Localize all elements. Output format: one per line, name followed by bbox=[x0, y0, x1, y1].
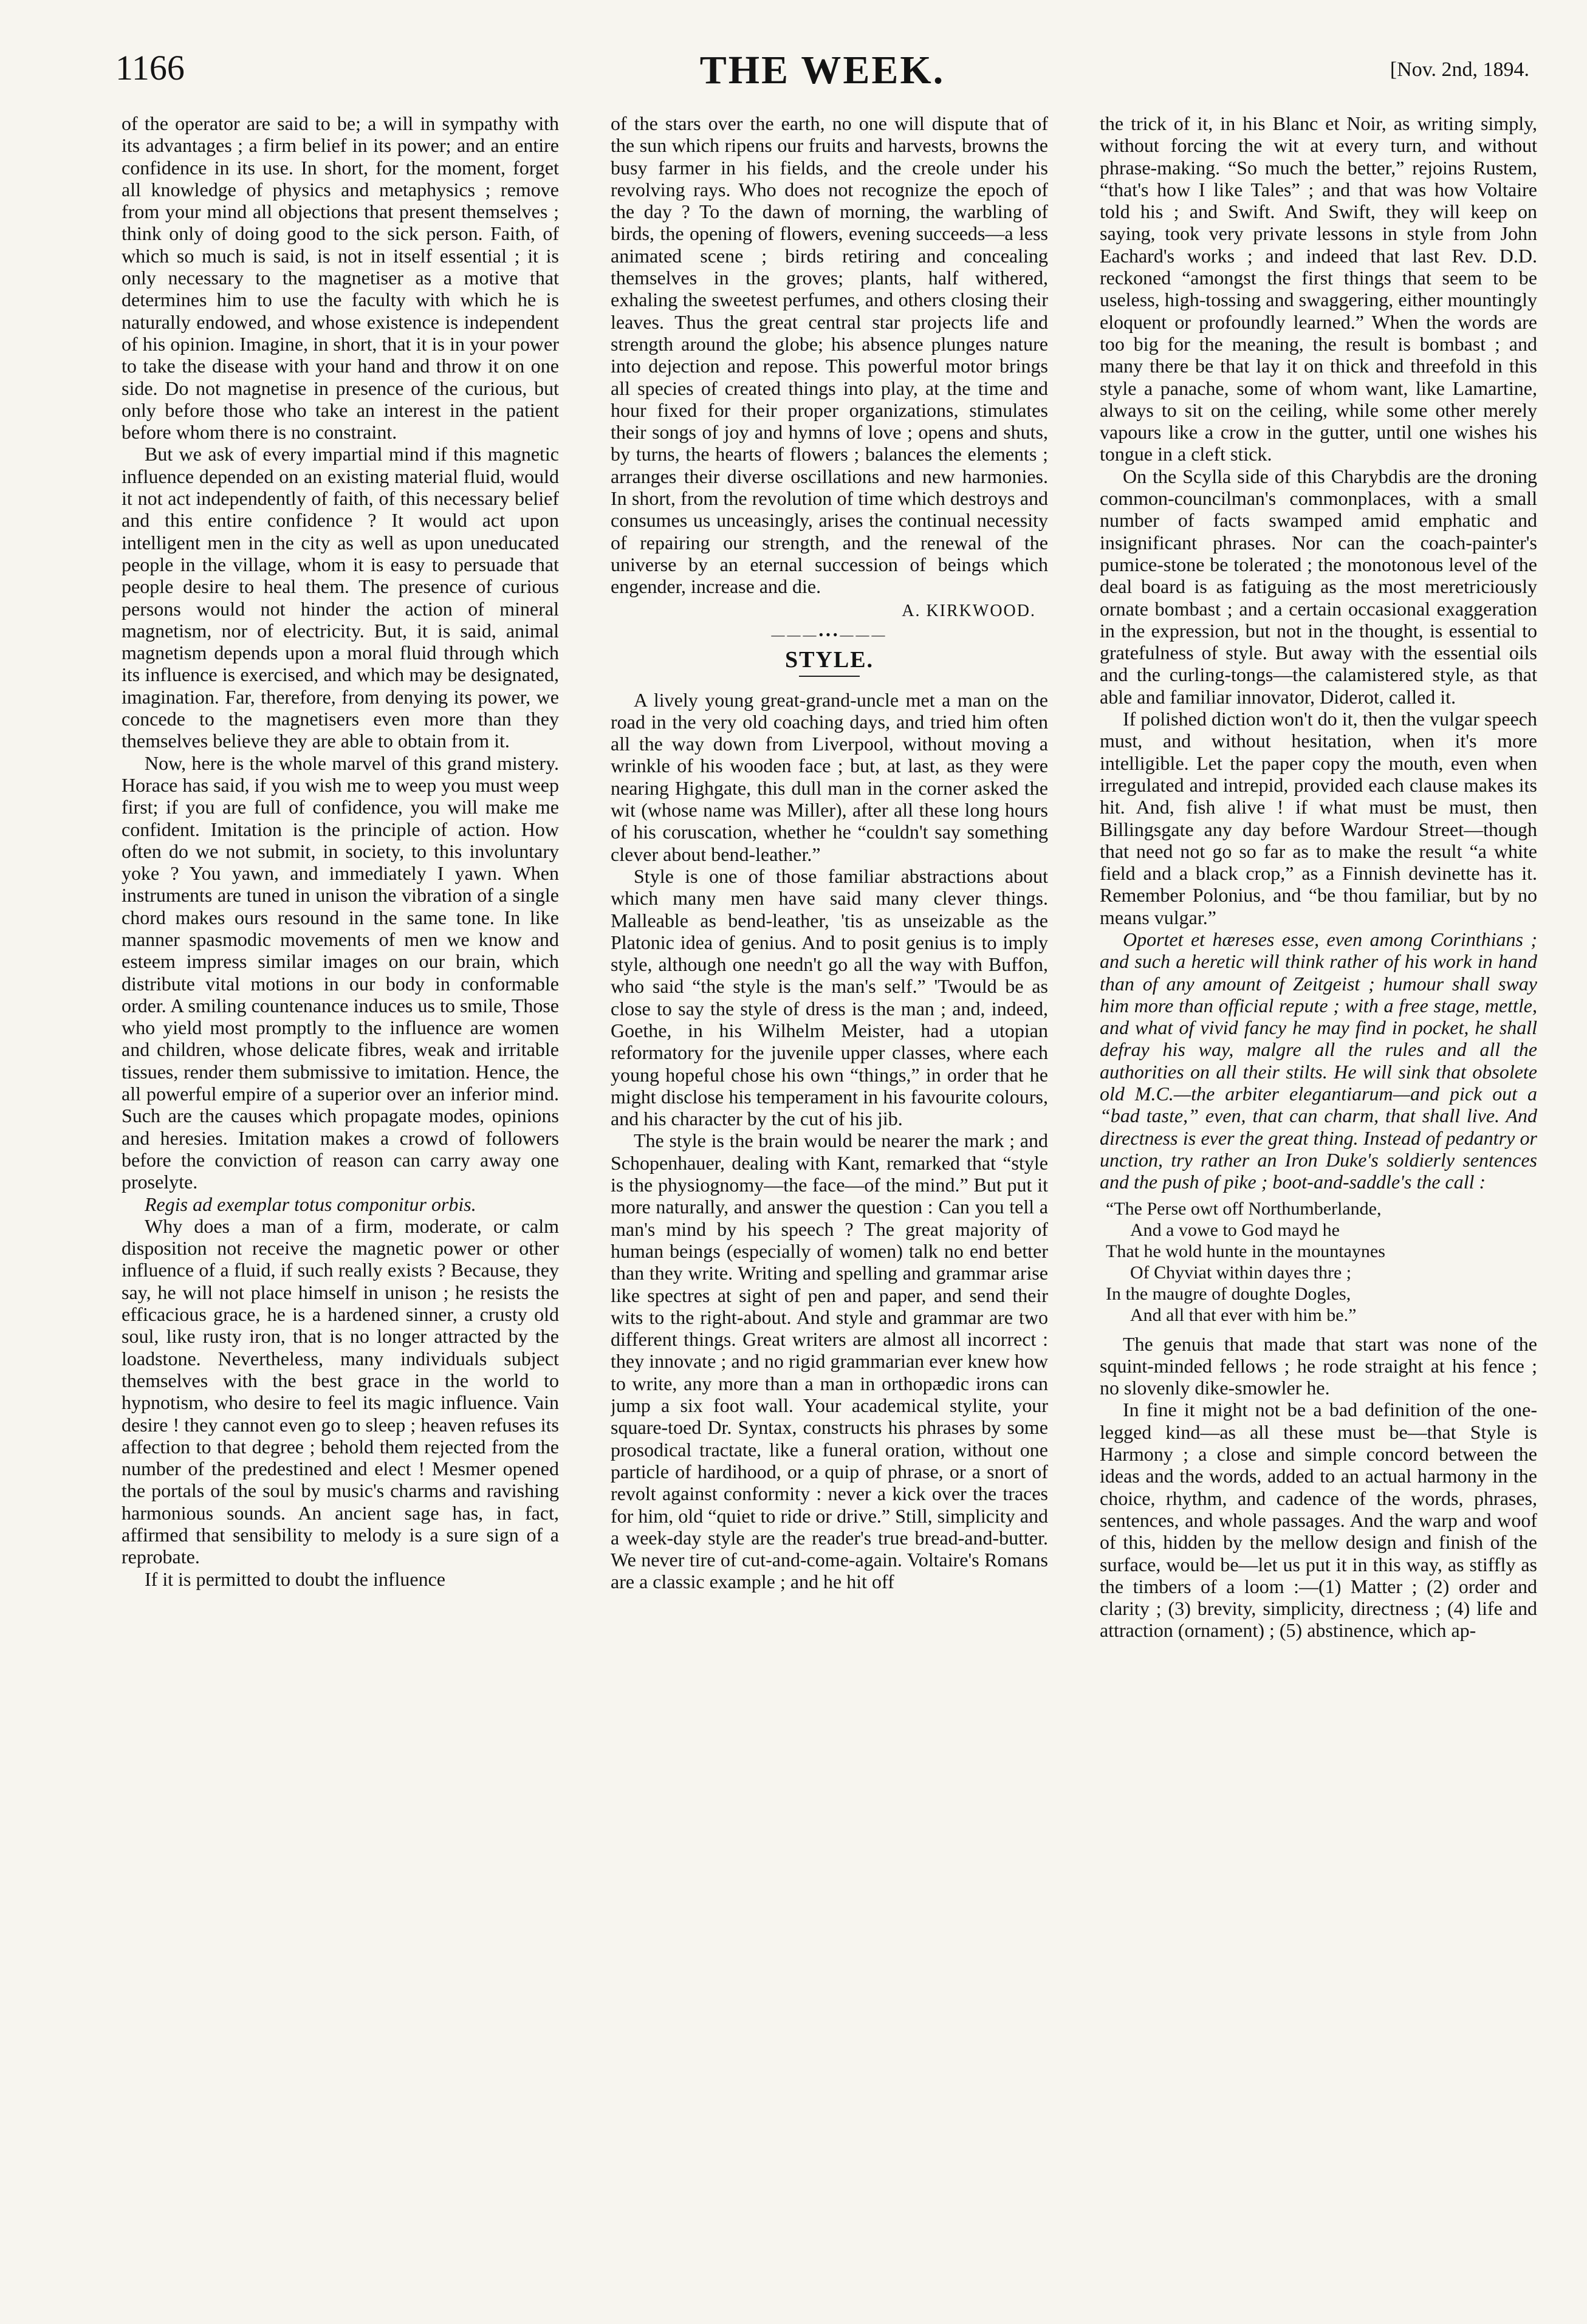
issue-date: [Nov. 2nd, 1894. bbox=[1390, 58, 1529, 81]
section-title: STYLE. bbox=[784, 646, 874, 673]
publication-title: THE WEEK. bbox=[699, 48, 945, 92]
ballad-verse bbox=[1106, 1198, 1537, 1326]
paragraph: the trick of it, in his Blanc et Noir, as writing simply, without forcing the wit at every turn, and without phrase-making. “So much the better,” rejoins Rustem, “that's how I like Tales” ; and that was how Voltaire told his ; and Swift. And Swift, they will keep on saying, took very private lessons in style from John Eachard's works ; and indeed that last Rev. D.D. reckoned “amongst the first things that seem to be useless, high-tossing and swaggering, either mountingly eloquent or profoundly learned.” When the words are too big for the meaning, the result is bombast ; and many there be that lay it on thick and threefold in this style a panache, some of whom want, like Lamartine, always to sit on the ceiling, while some other merely vapours like a crow in the gutter, until one wishes his tongue in a cleft stick. bbox=[1100, 112, 1537, 465]
verse-line: And a vowe to God mayd he bbox=[1130, 1219, 1340, 1240]
article-columns bbox=[122, 112, 1537, 2312]
title-rule bbox=[799, 676, 860, 677]
paragraph: If polished diction won't do it, then the vulgar speech must, and without hesitation, when it's more intelligible. Let the paper copy the mouth, even when irregulated and intrepid, provided each clause makes its hit. And, fish alive ! if what must be must, then Billingsgate any day before Wardour Street—though that need not go so far as to make the result “a white field and a black crop,” as a Finnish devinette has it. Remember Polonius, and “be thou familiar, but by no means vulgar.” bbox=[1100, 708, 1537, 928]
paragraph: Now, here is the whole marvel of this grand mistery. Horace has said, if you wish me to weep you must weep first; if you are full of confidence, you will make me confident. Imitation is the principle of action. How often do we not submit, in society, to this involuntary yoke ? You yawn, and immediately I yawn. When instruments are tuned in unison the vibration of a single chord makes ours resound in the same tone. In like manner spasmodic movements of men we know and esteem impress similar images on our brain, which distribute vital motions in our body in conformable order. A smiling countenance induces us to smile, Those who yield most promptly to the influence are women and children, whose delicate fibres, weak and irritable tissues, render them submissive to imitation. Hence, the all powerful empire of a superior over an inferior mind. Such are the causes which propagate modes, opinions and heresies. Imitation makes a crowd of followers before the conviction of reason can carry away one proselyte. bbox=[122, 752, 559, 1193]
paragraph: The genuis that made that start was none of the squint-minded fellows ; he rode straight at his fence ; no slovenly dike-smowler he. bbox=[1100, 1332, 1537, 1399]
verse-line: That he wold hunte in the mountaynes bbox=[1106, 1241, 1385, 1261]
paragraph: Oportet et hæreses esse, even among Corinthians ; and such a heretic will think rather of his work in hand than of any amount of Zeitgeist ; humour shall sway him more than official repute ; with a free stage, mettle, and what of vivid fancy he may find in pocket, he shall defray his way, malgre all the rules and all the authorities on all their stilts. He will sink that obsolete old M.C.—the arbiter elegantiarum—and pick out a “bad taste,” even, that can charm, that shall live. And directness is ever the great thing. Instead of pedantry or unction, try rather an Iron Duke's soldierly sentences and the push of pike ; boot-and-saddle's the call : bbox=[1100, 928, 1537, 1193]
paragraph: On the Scylla side of this Charybdis are the droning common-councilman's commonplaces, with a small number of facts swamped amid emphatic and insignificant phrases. Nor can the coach-painter's pumice-stone be tolerated ; the monotonous level of the deal board is as fatiguing as the most meretriciously ornate bombast ; and a certain occasional exaggeration in the expression, but not in the thought, is essential to gratefulness of style. But away with the essential oils and the curling-tongs—the calamistered style, as that able and familiar innovator, Diderot, called it. bbox=[1100, 465, 1537, 708]
column-2 bbox=[611, 112, 1048, 2312]
paragraph: In fine it might not be a bad definition of the one-legged kind—as all these must be—that Style is Harmony ; a close and simple concord between the ideas and the words, added to an actual harmony in the choice, rhythm, and cadence of the words, phrases, sentences, and whole passages. And the warp and woof of this, hidden by the mellow design and finish of the surface, would be—let us put it in this way, as stiffly as the timbers of a loom :—(1) Matter ; (2) order and clarity ; (3) brevity, simplicity, directness ; (4) life and attraction (ornament) ; (5) abstinence, which ap- bbox=[1100, 1399, 1537, 1642]
paragraph: of the stars over the earth, no one will dispute that of the sun which ripens our fruits and harvests, browns the busy farmer in his fields, and the creole under his revolving rays. Who does not recognize the epoch of the day ? To the dawn of morning, the warbling of birds, the opening of flowers, evening succeeds—a less animated scene ; birds retiring and concealing themselves in the groves; plants, half withered, exhaling the sweetest perfumes, and others closing their leaves. Thus the great central star projects life and strength around the globe; his absence plunges nature into dejection and repose. This powerful motor brings all species of created things into play, at the time and hour fixed for their proper organizations, stimulates their songs of joy and hymns of love ; opens and shuts, by turns, the hearts of flowers ; balances the elements ; arranges their diverse oscillations and new harmonies. In short, from the revolution of time which destroys and consumes us unceasingly, arises the continual necessity of repairing our strength, and the renewal of the universe by an eternal succession of beings which engender, increase and die. bbox=[611, 112, 1048, 598]
verse-line: “The Perse owt off Northumberlande, bbox=[1106, 1198, 1382, 1219]
paragraph: of the operator are said to be; a will in sympathy with its advantages ; a firm belief in its power; and an entire confidence in its use. In short, for the moment, forget all knowledge of physics and metaphysics ; remove from your mind all objections that present themselves ; think only of doing good to the sick person. Faith, of which so much is said, is not in itself essential ; it is only necessary to the magnetiser as a motive that determines him to use the faculty with which he is naturally endowed, and whose existence is independent of his opinion. Imagine, in short, that it is in your power to take the disease with your hand and throw it on one side. Do not magnetise in presence of the curious, but only before those who take an interest in the patient before whom there is no constraint. bbox=[122, 112, 559, 444]
verse-line: In the maugre of doughte Dogles, bbox=[1106, 1283, 1351, 1304]
author-signature: A. KIRKWOOD. bbox=[902, 601, 1036, 620]
column-1 bbox=[122, 112, 559, 2312]
paragraph: Why does a man of a firm, moderate, or calm disposition not receive the magnetic power or other influence of a fluid, if such really exists ? Because, they say, he will not place himself in unison ; he resists the efficacious grace, he is a hardened sinner, a crusty old soul, like rusty iron, that is no longer attracted by the loadstone. Nevertheless, many individuals subject themselves with the best grace in the world to hypnotism, who desire to feel its magic influence. Vain desire ! they cannot even go to sleep ; heaven refuses its affection to that degree ; behold them rejected from the number of the predestined and elect ! Mesmer opened the portals of the soul by music's charms and ravishing harmonious sounds. An ancient sage has, in fact, affirmed that sensibility to melody is a sure sign of a reprobate. bbox=[122, 1215, 559, 1568]
page-number: 1166 bbox=[115, 48, 185, 87]
paragraph: The style is the brain would be nearer the mark ; and Schopenhauer, dealing with Kant, remarked that “style is the physiognomy—the face—of the mind.” But put it more naturally, and answer the question : Can you tell a man's mind by his speech ? The great majority of human beings (especially of women) talk no end better than they write. Writing and spelling and grammar arise like spectres at sight of pen and paper, and send their wits to the right-about. And style and grammar are two different things. Great writers are almost all incorrect : they innovate ; and no rigid grammarian ever knew how to write, any more than a man in orthopædic irons can jump a six foot wall. Your academical stylite, your square-toed Dr. Syntax, constructs his phrases by some prosodical tractate, like a funeral oration, without one particle of hardihood, or a quip of phrase, or a snort of revolt against conformity : never a kick over the traces for him, old “quiet to ride or drive.” Still, simplicity and a week-day style are the reader's true bread-and-butter. We never tire of cut-and-come-again. Voltaire's Romans are a classic example ; and he hit off bbox=[611, 1129, 1048, 1593]
page-header bbox=[115, 47, 1529, 105]
paragraph: A lively young great-grand-uncle met a man on the road in the very old coaching days, and tried him often all the way down from Liverpool, without moving a wrinkle of his wooden face ; but, at last, as they were nearing Highgate, this dull man in the corner asked the wit (whose name was Miller), after all these long hours of his coruscation, whether he “couldn't say something clever about bend-leather.” bbox=[611, 688, 1048, 865]
section-ornament: ———•••——— bbox=[771, 626, 888, 642]
latin-quotation: Regis ad exemplar totus componitur orbis. bbox=[145, 1193, 476, 1215]
verse-line: And all that ever with him be.” bbox=[1130, 1304, 1357, 1325]
paragraph: If it is permitted to doubt the influence bbox=[145, 1568, 445, 1590]
verse-line: Of Chyviat within dayes thre ; bbox=[1130, 1262, 1352, 1283]
column-3 bbox=[1100, 112, 1537, 2312]
paragraph: But we ask of every impartial mind if this magnetic influence depended on an existing material fluid, would it not act independently of faith, of this necessary belief and this entire confidence ? It would act upon intelligent men in the city as well as upon uneducated people in the village, whom it is easy to persuade that people desire to heal them. The presence of curious persons would not hinder the action of mineral magnetism, nor of electricity. But, it is said, animal magnetism depends upon a moral fluid through which its influence is exercised, and which may be designated, imagination. Far, therefore, from denying its power, we concede to the magnetisers even more than they themselves believe they are able to obtain from it. bbox=[122, 443, 559, 752]
paragraph: Style is one of those familiar abstractions about which many men have said many clever things. Malleable as bend-leather, 'tis as unseizable as the Platonic idea of genius. And to posit genius is to imply style, although one needn't go all the way with Buffon, who said “the style is the man's self.” 'Twould be as close to say the style of dress is the man ; and, indeed, Goethe, in his Wilhelm Meister, had a utopian reformatory for the juvenile upper classes, where each young hopeful chose his own “things,” in order that he might disclose his temperament in his favourite colours, and his character by the cut of his jib. bbox=[611, 865, 1048, 1130]
